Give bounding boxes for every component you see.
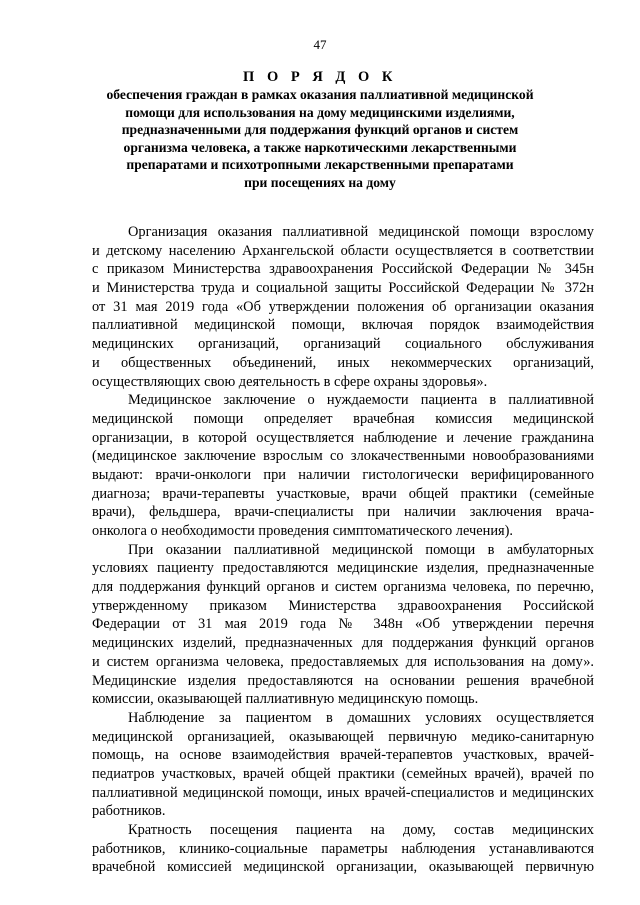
paragraph-line: При оказании паллиативной медицинской помощи в амбулаторных [128,541,594,558]
heading-line: обеспечения граждан в рамках оказания паллиативной медицинской [106,87,534,102]
paragraph-line: паллиативной медицинской помощи, иных врачей-специалистов и медицинских [92,784,594,801]
heading-line: помощи для использования на дому медицинскими изделиями, [125,104,515,120]
paragraph-line: от 31 мая 2019 года «Об утверждении положения об организации оказания [92,298,594,315]
heading-line: предназначенными для поддержания функций органов и систем [121,122,519,138]
paragraph-line: помощь, на основе взаимодействия врачей-терапевтов участковых, врачей- [92,747,594,764]
paragraph-line: и систем организма человека, предоставляемых для использования на дому». [92,653,594,670]
paragraph-line: работников, клинико-социальные параметры наблюдения устанавливаются [92,840,594,857]
paragraph-line: медицинских организаций, организаций социального обслуживания [92,336,594,353]
paragraph-line: врачебной комиссией медицинской организации, оказывающей первичную [92,859,594,876]
paragraph-line: медицинской помощи определяет врачебная комиссия медицинской [92,410,594,427]
paragraph-line: онколога о необходимости проведения симптоматического лечения). [92,523,514,539]
heading-line: при посещениях на дому [244,174,396,190]
paragraph-line: работников. [92,803,166,820]
heading-line: организма человека, а также наркотическими лекарственными [123,139,517,155]
paragraph-line: Медицинские изделия предоставляются на основании решения врачебной [92,672,594,689]
page-number: 47 [313,37,327,52]
body-paragraph [92,709,594,821]
paragraph-line: для поддержания функций органов и систем организма человека, по перечню, [92,579,594,596]
document-heading [70,68,570,192]
paragraph-line: осуществляющих свою деятельность в сфере охраны здоровья». [92,373,488,390]
paragraph-line: утвержденному приказом Министерства здравоохранения Российской [92,597,594,614]
body-paragraph [92,541,594,709]
paragraph-line: комиссии, оказывающей паллиативную медицинскую помощь. [92,691,479,708]
paragraph-line: Наблюдение за пациентом в домашних условиях осуществляется [128,709,594,726]
heading-title: П О Р Я Д О К [243,69,397,85]
paragraph-line: медицинских изделий, предназначенных для поддержания функций органов [92,635,594,652]
paragraph-line: Организация оказания паллиативной медицинской помощи взрослому [128,224,594,240]
paragraph-line: и Министерства труда и социальной защиты Российской Федерации № 372н [92,280,594,297]
paragraph-line: диагноза; врачи-терапевты участковые, врачи общей практики (семейные [92,485,594,502]
document-body [92,223,594,877]
paragraph-line: врачи), фельдшера, врачи-специалисты при наличии заключения врача- [92,504,594,521]
paragraph-line: (медицинское заключение взрослым со злокачественными новообразованиями [92,448,594,465]
paragraph-line: и детскому населению Архангельской области осуществляется в соответствии [92,242,594,259]
body-paragraph [92,223,594,391]
heading-line: препаратами и психотропными лекарственными препаратами [126,157,514,173]
paragraph-line: педиатров участковых, врачей общей практики (семейных врачей), врачей по [92,765,594,782]
paragraph-line: организации, в которой осуществляется наблюдение и лечение гражданина [92,429,594,446]
paragraph-line: Кратность посещения пациента на дому, состав медицинских [128,822,594,838]
paragraph-line: и общественных объединений, иных некоммерческих организаций, [92,354,594,371]
paragraph-line: медицинской организацией, оказывающей первичную медико-санитарную [92,728,594,745]
paragraph-line: Федерации от 31 мая 2019 года № 348н «Об утверждении перечня [92,616,594,633]
body-paragraph [92,821,594,877]
paragraph-line: Медицинское заключение о нуждаемости пациента в паллиативной [128,392,594,409]
paragraph-line: условиях пациенту предоставляются медицинские изделия, предназначенные [92,560,594,577]
paragraph-line: с приказом Министерства здравоохранения Российской Федерации № 345н [92,261,594,278]
paragraph-line: выдают: врачи-онкологи при наличии гистологически верифицированного [92,466,594,483]
paragraph-line: паллиативной медицинской помощи, включая порядок взаимодействия [92,317,594,334]
body-paragraph [92,391,594,541]
